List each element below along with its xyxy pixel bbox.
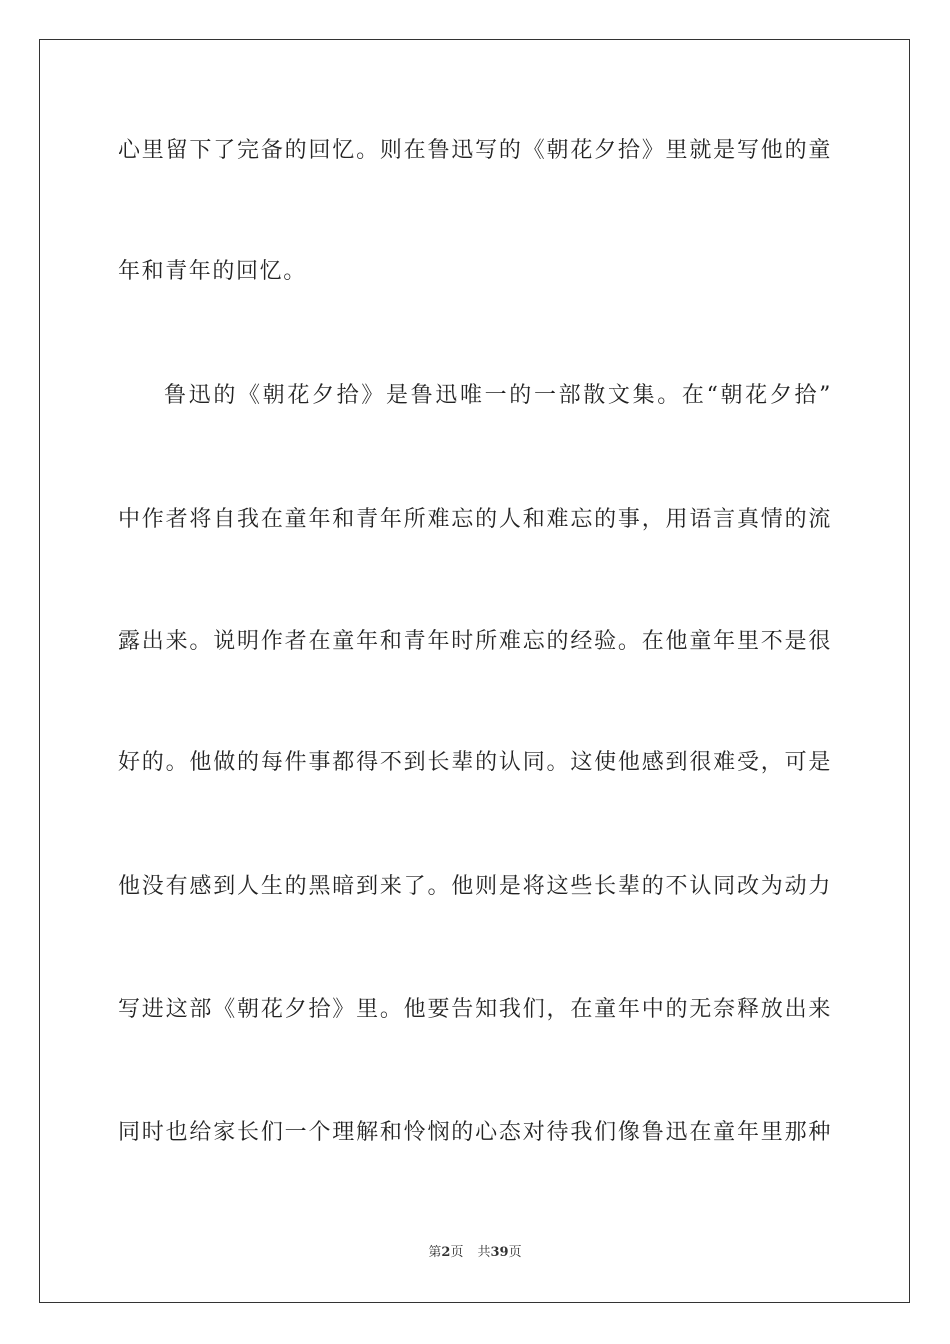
text-line-8: 写进这部《朝花夕拾》里。他要告知我们，在童年中的无奈释放出来 <box>118 997 832 1022</box>
total-prefix: 共 <box>477 1245 491 1260</box>
page-suffix: 页 <box>450 1245 464 1260</box>
page-number: 2 <box>441 1245 451 1260</box>
text-line-6: 好的。他做的每件事都得不到长辈的认同。这使他感到很难受，可是 <box>118 750 832 775</box>
page-prefix: 第 <box>428 1245 442 1260</box>
total-pages: 39 <box>490 1245 509 1260</box>
page-footer <box>0 1244 950 1262</box>
page-border <box>39 39 910 1303</box>
text-line-4: 中作者将自我在童年和青年所难忘的人和难忘的事，用语言真情的流 <box>118 507 832 532</box>
text-line-9: 同时也给家长们一个理解和怜悯的心态对待我们像鲁迅在童年里那种 <box>118 1120 832 1145</box>
total-suffix: 页 <box>508 1245 522 1260</box>
text-line-5: 露出来。说明作者在童年和青年时所难忘的经验。在他童年里不是很 <box>118 629 832 654</box>
paragraph-2-line-1: 鲁迅的《朝花夕拾》是鲁迅唯一的一部散文集。在“朝花夕拾” <box>164 383 832 408</box>
text-line-2: 年和青年的回忆。 <box>118 259 307 284</box>
text-line-1: 心里留下了完备的回忆。则在鲁迅写的《朝花夕拾》里就是写他的童 <box>118 138 832 163</box>
text-line-7: 他没有感到人生的黑暗到来了。他则是将这些长辈的不认同改为动力 <box>118 874 832 899</box>
